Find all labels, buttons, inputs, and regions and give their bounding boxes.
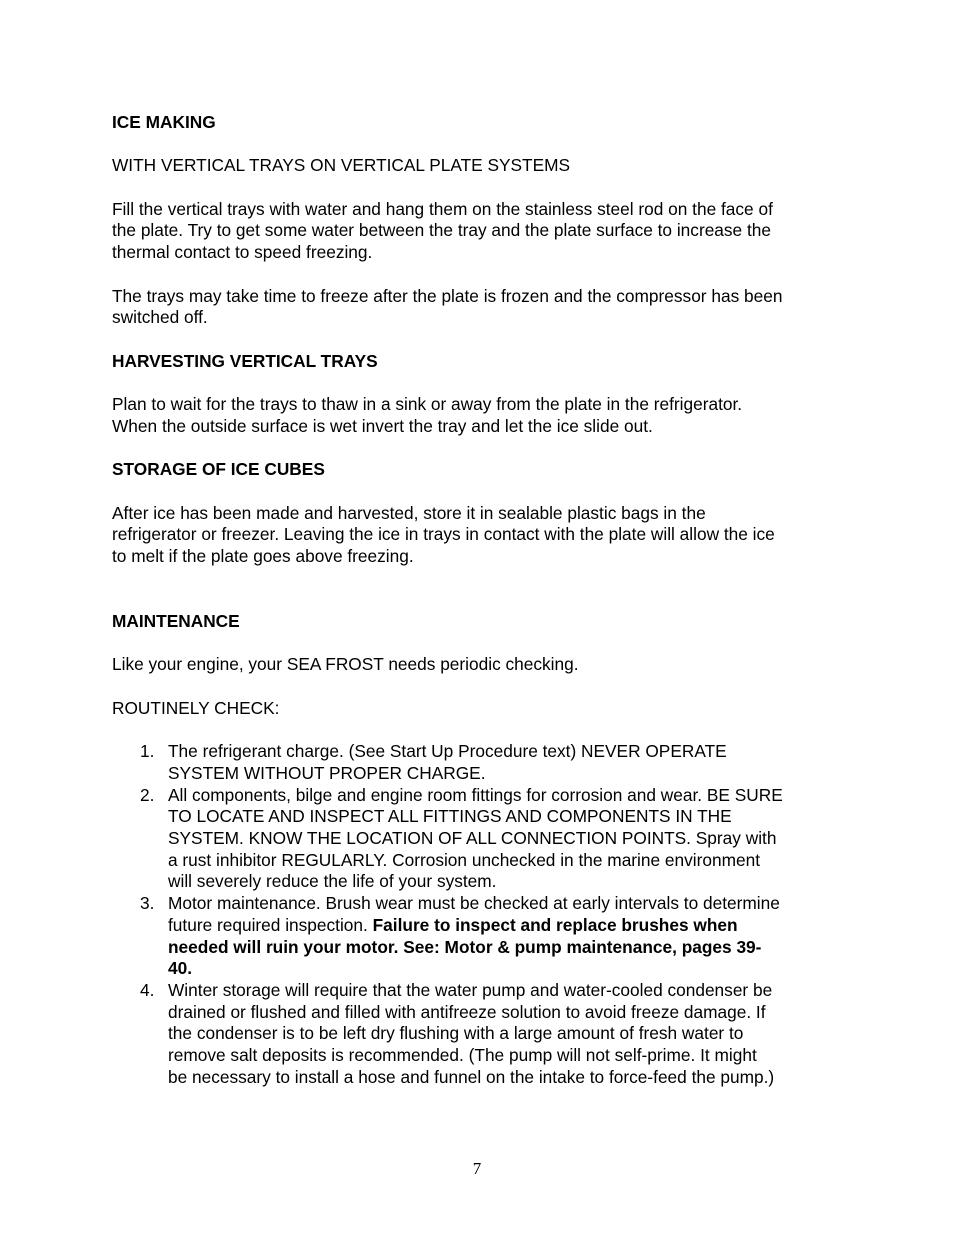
text-line: Fill the vertical trays with water and hang them on the stainless steel rod on the face of — [112, 198, 773, 219]
checklist-item — [140, 741, 847, 784]
ice-making-heading: ICE MAKING — [112, 112, 216, 132]
text-line: drained or flushed and filled with antifreeze solution to avoid freeze damage. If — [168, 1001, 766, 1022]
item-number: 1. — [140, 741, 155, 762]
text-line: SYSTEM. KNOW THE LOCATION OF ALL CONNECTION POINTS. Spray with — [168, 828, 777, 849]
text-line: refrigerator or freezer. Leaving the ice in trays in contact with the plate will allow the ice — [112, 524, 775, 545]
storage-heading: STORAGE OF ICE CUBES — [112, 459, 325, 480]
text-line: TO LOCATE AND INSPECT ALL FITTINGS AND COMPONENTS IN THE — [168, 806, 732, 827]
text-line — [168, 915, 847, 937]
maintenance-heading: MAINTENANCE — [112, 611, 240, 632]
maintenance-checklist — [112, 741, 847, 1088]
item-number: 2. — [140, 784, 155, 805]
checklist-item — [140, 785, 847, 894]
text-line: a rust inhibitor REGULARLY. Corrosion unchecked in the marine environment — [168, 849, 761, 870]
bold-warning-text: Failure to inspect and replace brushes when — [372, 914, 738, 935]
text-line: the plate. Try to get some water between the tray and the plate surface to increase the — [112, 220, 771, 241]
text-line: The refrigerant charge. (See Start Up Procedure text) NEVER OPERATE — [168, 741, 727, 762]
text-line: will severely reduce the life of your system. — [168, 871, 497, 892]
item-number: 4. — [140, 979, 155, 1000]
routinely-check-label: ROUTINELY CHECK: — [112, 697, 280, 718]
text-line: to melt if the plate goes above freezing. — [112, 545, 414, 566]
checklist-item — [140, 893, 847, 980]
text-line: Winter storage will require that the water pump and water-cooled condenser be — [168, 979, 773, 1000]
text-line: Motor maintenance. Brush wear must be checked at early intervals to determine — [168, 893, 780, 914]
ice-making-paragraph-1 — [112, 199, 847, 264]
page-number: 7 — [472, 1159, 482, 1178]
text-line: After ice has been made and harvested, store it in sealable plastic bags in the — [112, 502, 706, 523]
ice-making-subheading: WITH VERTICAL TRAYS ON VERTICAL PLATE SYSTEMS — [112, 155, 571, 176]
harvesting-paragraph — [112, 394, 847, 437]
text-line: Plan to wait for the trays to thaw in a sink or away from the plate in the refrigerator. — [112, 394, 743, 415]
maintenance-intro: Like your engine, your SEA FROST needs periodic checking. — [112, 654, 579, 675]
text-line: remove salt deposits is recommended. (The pump will not self-prime. It might — [168, 1045, 757, 1066]
text-line: All components, bilge and engine room fittings for corrosion and wear. BE SURE — [168, 784, 783, 805]
text-line: SYSTEM WITHOUT PROPER CHARGE. — [168, 762, 486, 783]
text-line: switched off. — [112, 307, 208, 328]
storage-paragraph — [112, 503, 847, 568]
text-line: thermal contact to speed freezing. — [112, 242, 373, 263]
item-number: 3. — [140, 893, 155, 914]
document-page — [112, 112, 847, 1088]
checklist-item — [140, 980, 847, 1089]
text-line: the condenser is to be left dry flushing with a large amount of fresh water to — [168, 1023, 744, 1044]
harvesting-heading: HARVESTING VERTICAL TRAYS — [112, 350, 378, 371]
plain-text: future required inspection. — [168, 914, 373, 935]
bold-warning-text: 40. — [168, 958, 193, 979]
text-line: When the outside surface is wet invert the tray and let the ice slide out. — [112, 415, 653, 436]
text-line: be necessary to install a hose and funnel on the intake to force-feed the pump.) — [168, 1066, 775, 1087]
ice-making-paragraph-2 — [112, 286, 847, 329]
text-line: The trays may take time to freeze after the plate is frozen and the compressor has been — [112, 285, 783, 306]
bold-warning-text: needed will ruin your motor. See: Motor & pump maintenance, pages 39- — [168, 936, 762, 957]
